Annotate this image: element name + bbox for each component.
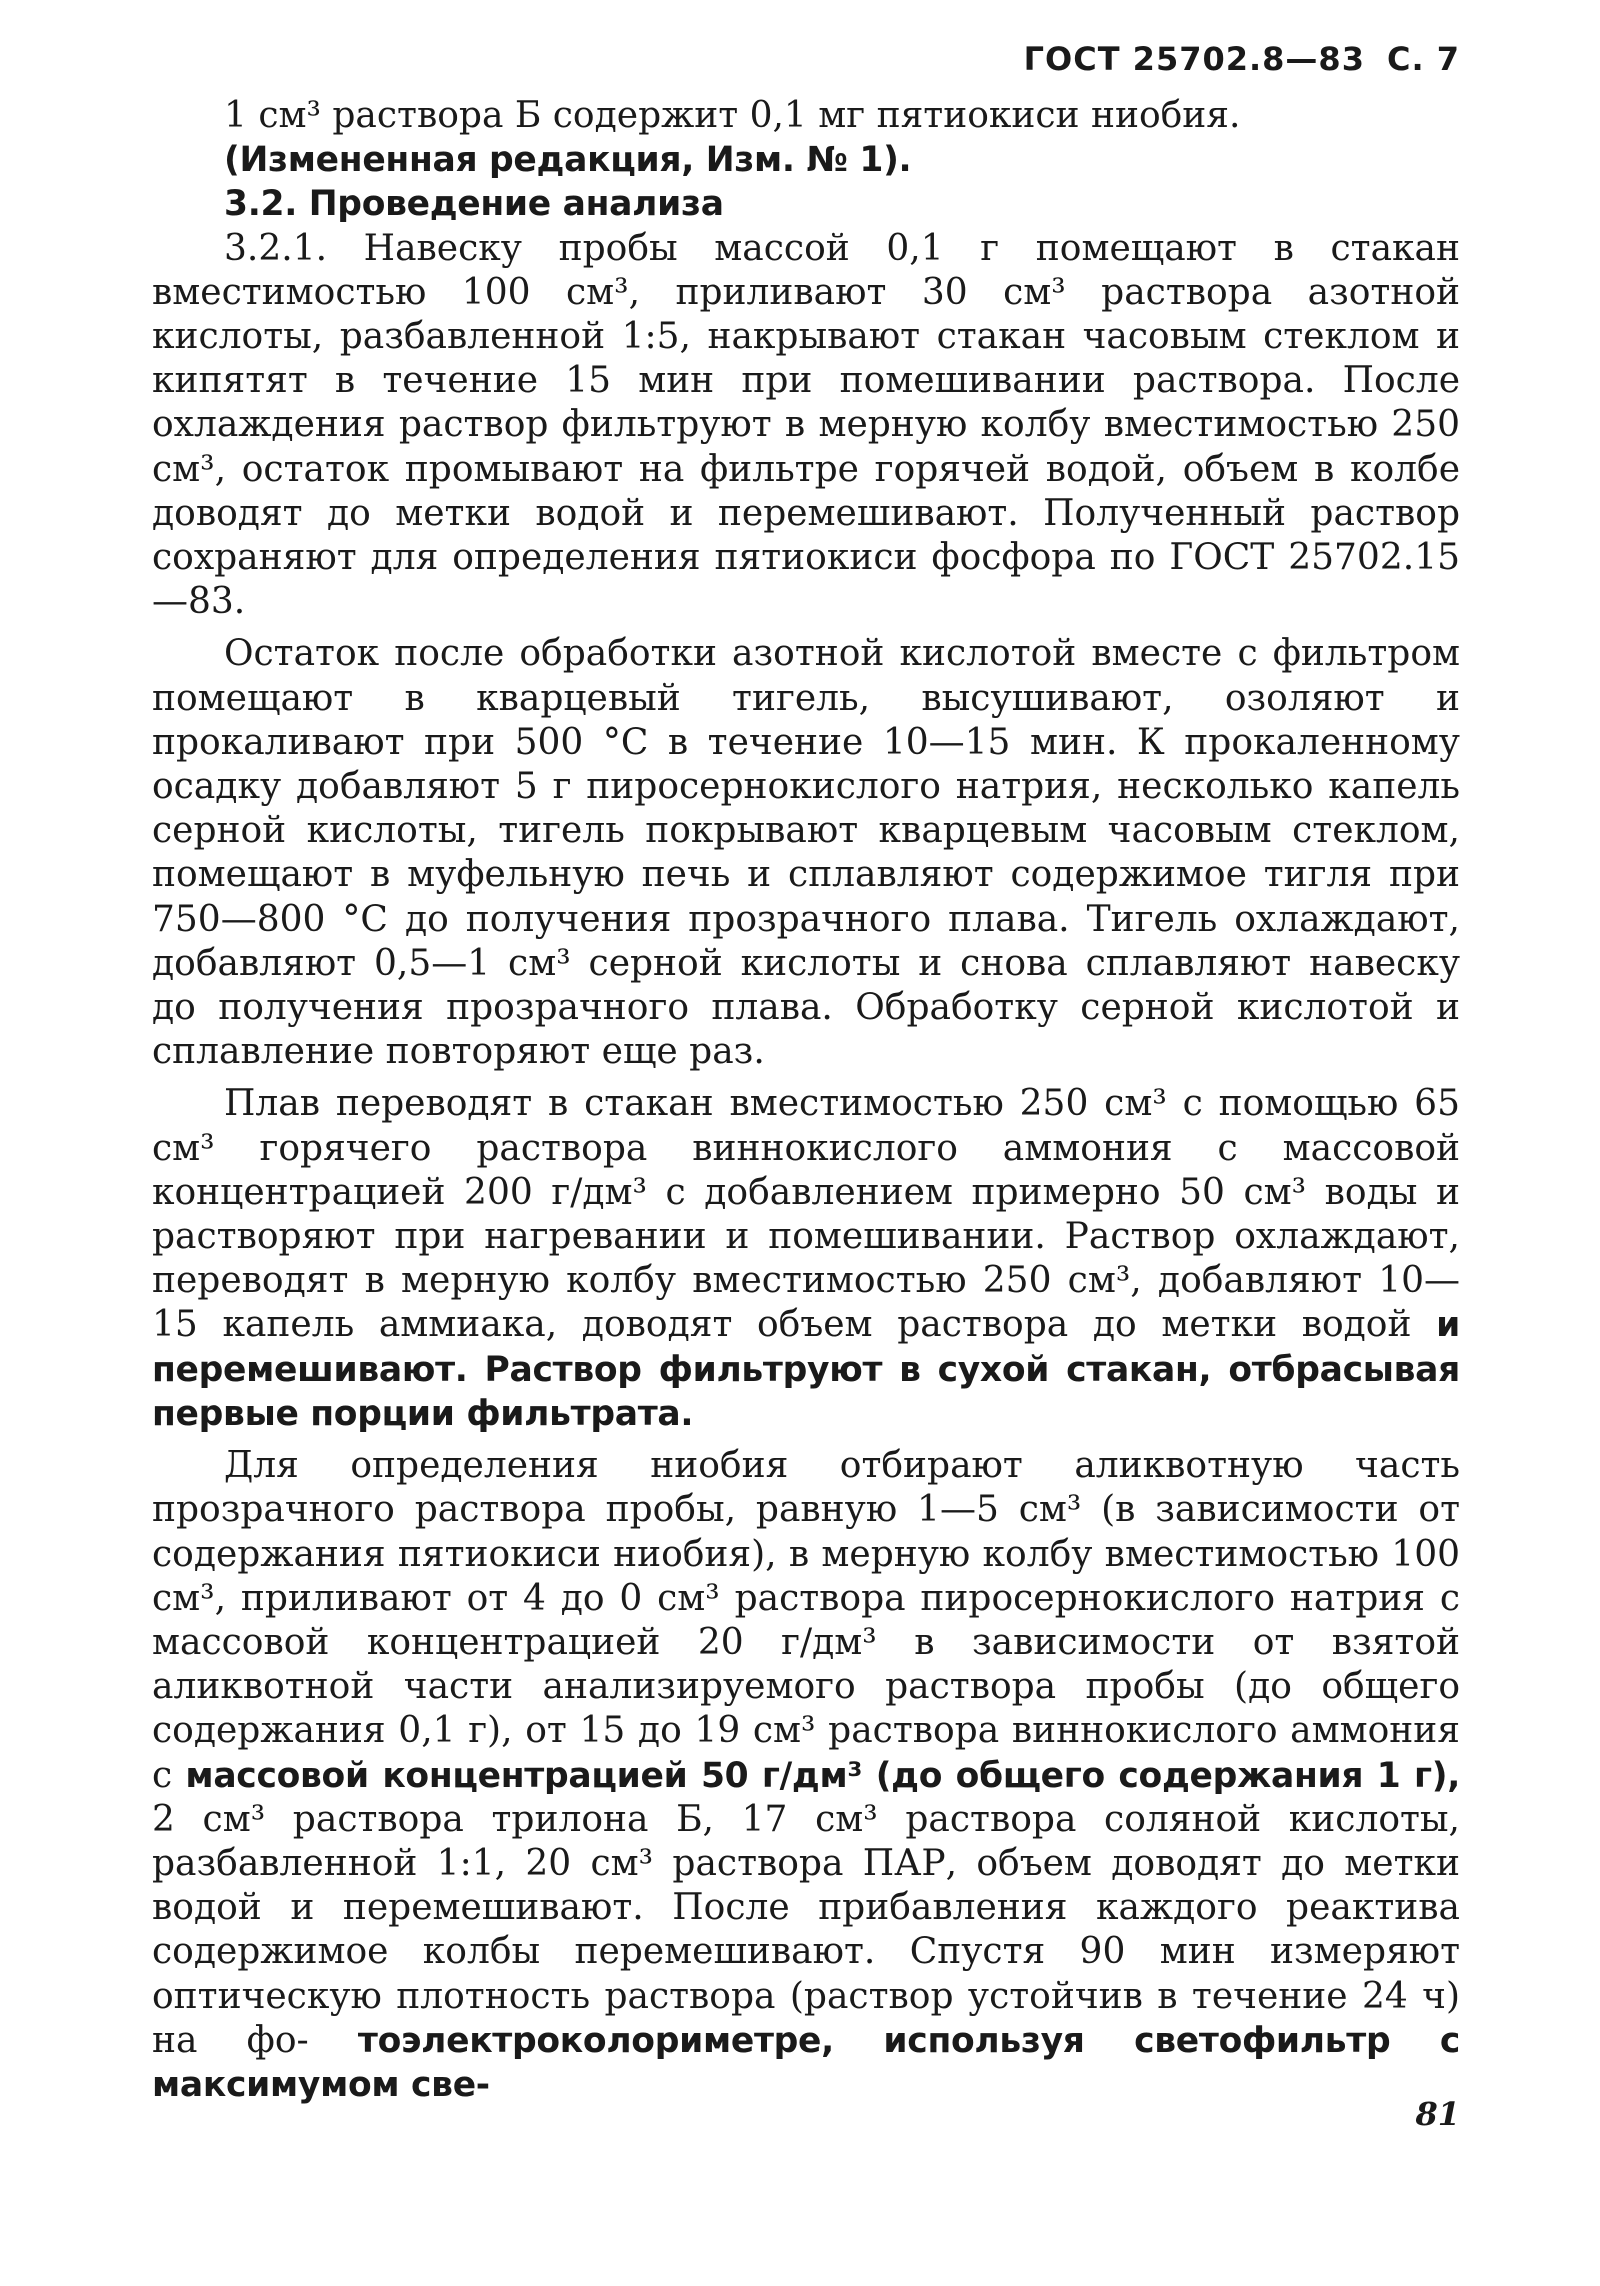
paragraph-niobium-bold-a: массовой концентрацией 50 г/дм³ (до общего содержания 1 г), <box>185 1755 1460 1796</box>
paragraph-residue: Остаток после обработки азотной кислотой вместе с фильтром помещают в кварцевый тигель, высушивают, озоляют и прокаливают при 500 °С в течение 10—15 мин. К прокаленному осадку добавляют 5 г пиросернокислого натрия, несколько капель серной кислоты, тигель покрывают кварцевым часовым стеклом, помещают в муфельную печь и сплавляют содержимое тигля при 750—800 °С до получения прозрачного плава. Тигель охлаждают, добавляют 0,5—1 см³ серной кислоты и снова сплавляют навеску до получения прозрачного плава. Обработку серной кислотой и сплавление повторяют еще раз. <box>152 633 1460 1073</box>
paragraph-niobium-text-a: Для определения ниобия отбирают аликвотную часть прозрачного раствора пробы, равную 1—5 см³ (в зависимости от содержания пятиокиси ниобия), в мерную колбу вместимостью 100 см³, приливают от 4 до 0 см³ раствора пиросернокислого натрия с массовой концентрацией 20 г/дм³ в зависимости от взятой аликвотной части анализируемого раствора пробы (до общего содержания 0,1 г), от 15 до 19 см³ раствора виннокислого аммония с <box>152 1445 1460 1796</box>
page-header <box>152 40 1460 82</box>
page-label: С. 7 <box>1386 40 1460 78</box>
solution-concentration-line: 1 см³ раствора Б содержит 0,1 мг пятиокиси ниобия. <box>224 95 1241 136</box>
paragraph-3-2-1: 3.2.1. Навеску пробы массой 0,1 г помещают в стакан вместимостью 100 см³, приливают 30 см³ раствора азотной кислоты, разбавленной 1:5, накрывают стакан часовым стеклом и кипятят в течение 15 мин при помешивании раствора. После охлаждения раствор фильтруют в мерную колбу вместимостью 250 см³, остаток промывают на фильтре горячей водой, объем в колбе доводят до метки водой и перемешивают. Полученный раствор сохраняют для определения пятиокиси фосфора по ГОСТ 25702.15—83. <box>152 227 1460 623</box>
document-page <box>152 40 1460 2107</box>
amendment-note: (Измененная редакция, Изм. № 1). <box>224 140 912 181</box>
paragraph-niobium-bold-b: тоэлектроколориметре, используя светофильтр с максимумом све- <box>152 2020 1460 2105</box>
paragraph-niobium-text-b: 2 см³ раствора трилона Б, 17 см³ раствора соляной кислоты, разбавленной 1:1, 20 см³ раствора ПАР, объем доводят до метки водой и перемешивают. После прибавления каждого реактива содержимое колбы перемешивают. Спустя 90 мин измеряют оптическую плотность раствора (раствор устойчив в течение 24 ч) на фо- <box>152 1798 1460 2061</box>
paragraph-niobium <box>152 1444 1460 2107</box>
paragraph-melt-bold: и перемешивают. Раствор фильтруют в сухой стакан, отбрасывая первые порции фильтрата. <box>152 1305 1460 1434</box>
paragraph-melt <box>152 1082 1460 1436</box>
standard-number: ГОСТ 25702.8—83 <box>1023 40 1365 78</box>
section-title: 3.2. Проведение анализа <box>224 184 724 225</box>
page-number: 81 <box>1415 2095 1460 2133</box>
paragraph-melt-text: Плав переводят в стакан вместимостью 250 см³ с помощью 65 см³ горячего раствора виннокислого аммония с массовой концентрацией 200 г/дм³ с добавлением примерно 50 см³ воды и растворяют при нагревании и помешивании. Раствор охлаждают, переводят в мерную колбу вместимостью 250 см³, добавляют 10—15 капель аммиака, доводят объем раствора до метки водой <box>152 1083 1460 1346</box>
